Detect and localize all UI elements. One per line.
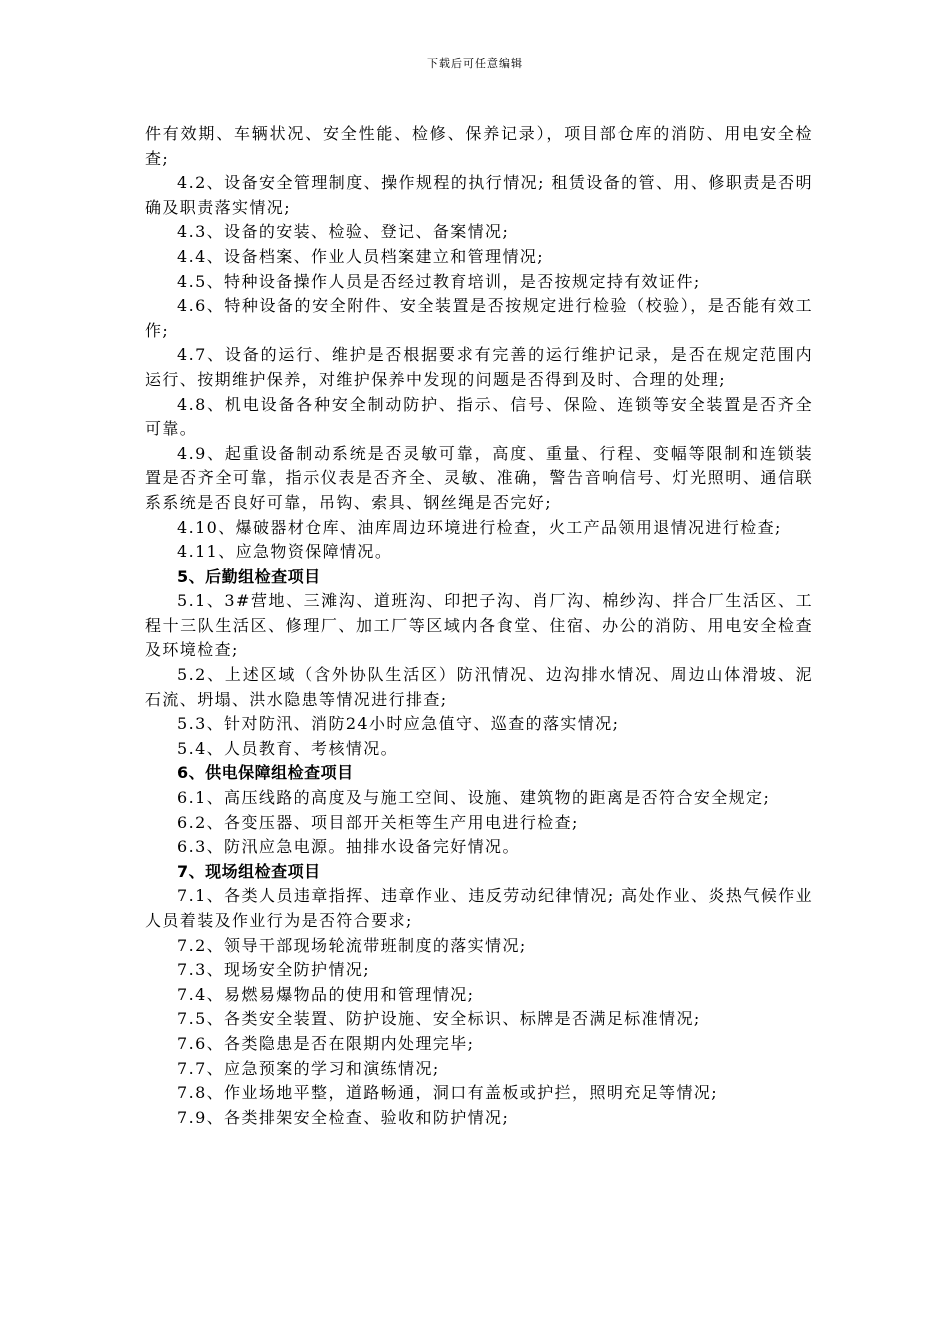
paragraph-5-3: 5.3、针对防汛、消防24小时应急值守、巡查的落实情况; — [177, 714, 620, 734]
paragraph-4-8: 4.8、机电设备各种安全制动防护、指示、信号、保险、连锁等安全装置是否齐全可靠。 — [145, 394, 813, 439]
paragraph-7-5: 7.5、各类安全装置、防护设施、安全标识、标牌是否满足标准情况; — [177, 1009, 701, 1029]
paragraph-4-3: 4.3、设备的安装、检验、登记、备案情况; — [177, 222, 510, 242]
paragraph-7-4: 7.4、易燃易爆物品的使用和管理情况; — [177, 984, 475, 1004]
paragraph-7-2: 7.2、领导干部现场轮流带班制度的落实情况; — [177, 935, 527, 955]
paragraph-4-6: 4.6、特种设备的安全附件、安全装置是否按规定进行检验（校验），是否能有效工作; — [145, 296, 813, 340]
paragraph-7-7: 7.7、应急预案的学习和演练情况; — [177, 1058, 440, 1078]
paragraph-4-10: 4.10、爆破器材仓库、油库周边环境进行检查，火工产品领用退情况进行检查; — [177, 517, 782, 537]
paragraph-7-3: 7.3、现场安全防护情况; — [177, 960, 371, 980]
paragraph-5-1: 5.1、3#营地、三滩沟、道班沟、印把子沟、肖厂沟、棉纱沟、拌合厂生活区、工程十三队生活区、修理厂、加工厂等区域内各食堂、住宿、办公的消防、用电安全检查及环境检查; — [145, 591, 813, 660]
paragraph-4-4: 4.4、设备档案、作业人员档案建立和管理情况; — [177, 246, 545, 266]
paragraph-6-2: 6.2、各变压器、项目部开关柜等生产用电进行检查; — [177, 812, 579, 832]
paragraph-5-2: 5.2、上述区域（含外协队生活区）防汛情况、边沟排水情况、周边山体滑坡、泥石流、坍塌、洪水隐患等情况进行排查; — [145, 665, 813, 709]
paragraph-4-7: 4.7、设备的运行、维护是否根据要求有完善的运行维护记录，是否在规定范围内运行、按期维护保养，对维护保养中发现的问题是否得到及时、合理的处理; — [145, 345, 813, 389]
document-body — [145, 122, 813, 1130]
section-heading-6: 6、供电保障组检查项目 — [177, 763, 354, 783]
section-heading-7: 7、现场组检查项目 — [177, 861, 321, 881]
paragraph-7-1: 7.1、各类人员违章指挥、违章作业、违反劳动纪律情况; 高处作业、炎热气候作业人员着装及作业行为是否符合要求; — [145, 886, 813, 930]
paragraph-4-1-continued: 件有效期、车辆状况、安全性能、检修、保养记录），项目部仓库的消防、用电安全检查; — [145, 124, 813, 168]
paragraph-4-11: 4.11、应急物资保障情况。 — [177, 542, 393, 562]
paragraph-4-2: 4.2、设备安全管理制度、操作规程的执行情况; 租赁设备的管、用、修职责是否明确及职责落实情况; — [145, 173, 813, 217]
paragraph-7-6: 7.6、各类隐患是否在限期内处理完毕; — [177, 1033, 475, 1053]
paragraph-6-3: 6.3、防汛应急电源。抽排水设备完好情况。 — [177, 837, 520, 857]
paragraph-7-9: 7.9、各类排架安全检查、验收和防护情况; — [177, 1107, 510, 1127]
paragraph-7-8: 7.8、作业场地平整，道路畅通，洞口有盖板或护拦，照明充足等情况; — [177, 1083, 719, 1103]
section-heading-5: 5、后勤组检查项目 — [177, 566, 321, 586]
paragraph-6-1: 6.1、高压线路的高度及与施工空间、设施、建筑物的距离是否符合安全规定; — [177, 788, 771, 808]
page-header: 下载后可任意编辑 — [427, 57, 523, 70]
paragraph-5-4: 5.4、人员教育、考核情况。 — [177, 738, 399, 758]
paragraph-4-9: 4.9、起重设备制动系统是否灵敏可靠，高度、重量、行程、变幅等限制和连锁装置是否齐全可靠，指示仪表是否齐全、灵敏、准确，警告音响信号、灯光照明、通信联系系统是否良好可靠，吊钩、索具、钢丝绳是否完好; — [145, 443, 813, 512]
paragraph-4-5: 4.5、特种设备操作人员是否经过教育培训，是否按规定持有效证件; — [177, 271, 701, 291]
